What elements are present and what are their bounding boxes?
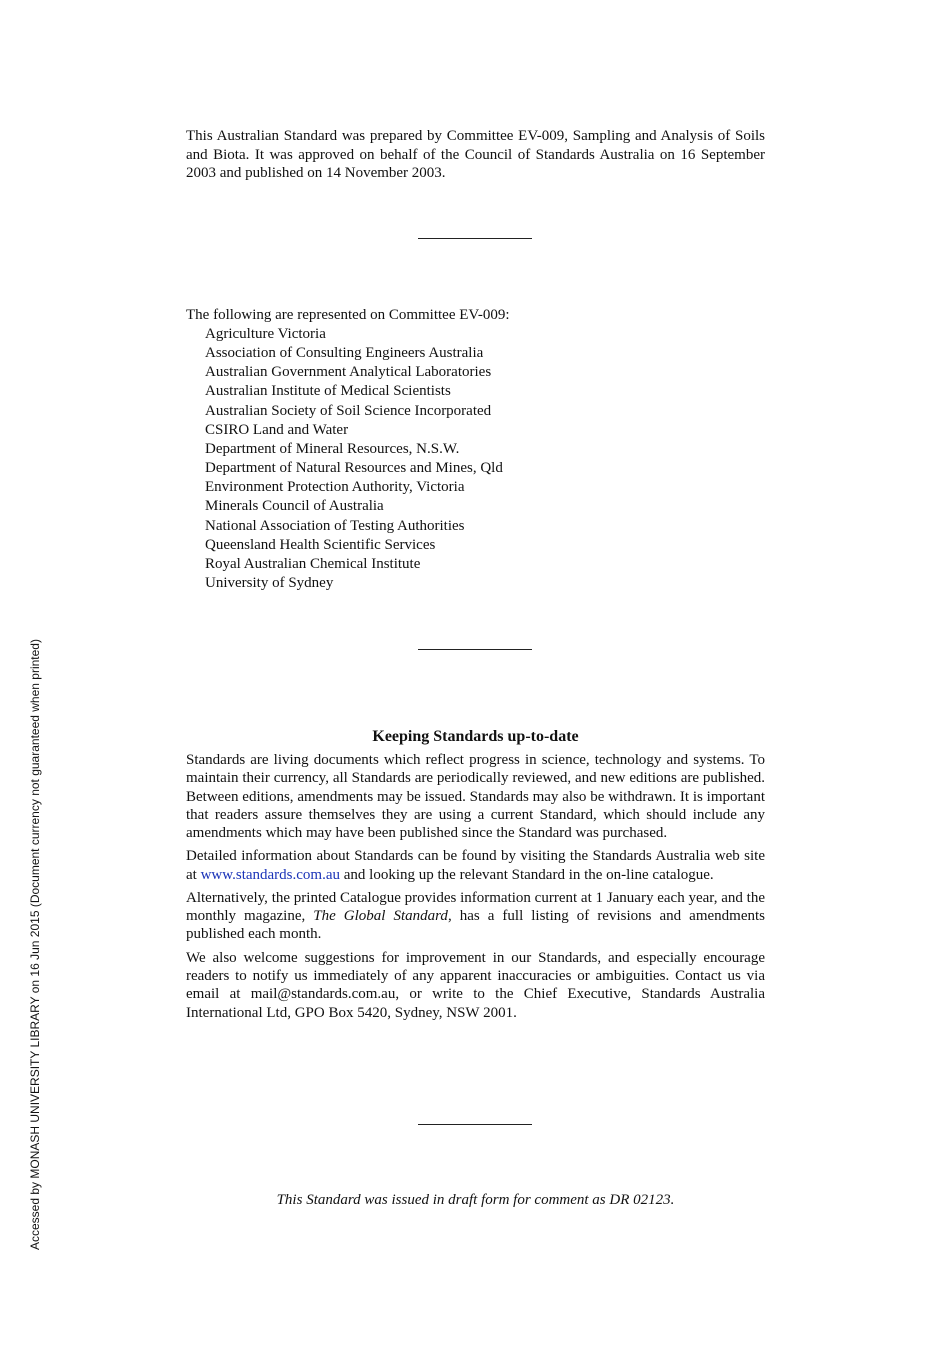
committee-member: Australian Society of Soil Science Incorporated bbox=[205, 402, 492, 419]
keeping-standards-body bbox=[186, 751, 765, 1027]
paragraph-text: and looking up the relevant Standard in the on-line catalogue. bbox=[340, 866, 714, 883]
paragraph-web-site bbox=[186, 847, 765, 884]
committee-member: University of Sydney bbox=[205, 575, 334, 592]
paragraph-text: , has a full listing of revisions and amendments published each month. bbox=[186, 908, 765, 943]
section-divider-2 bbox=[418, 649, 532, 650]
committee-member: Agriculture Victoria bbox=[205, 326, 326, 342]
paragraph-catalogue bbox=[186, 889, 765, 944]
section-divider-3 bbox=[418, 1124, 532, 1125]
committee-heading: The following are represented on Committee EV-009: bbox=[186, 307, 510, 323]
access-watermark: Accessed by MONASH UNIVERSITY LIBRARY on 16 Jun 2015 (Document currency not guaranteed when printed) bbox=[28, 639, 42, 1250]
committee-member: Australian Government Analytical Laboratories bbox=[205, 364, 492, 381]
standards-website-link[interactable]: www.standards.com.au bbox=[200, 866, 340, 883]
committee-member: Department of Mineral Resources, N.S.W. bbox=[205, 440, 460, 457]
committee-member: Queensland Health Scientific Services bbox=[205, 536, 436, 553]
section-divider-1 bbox=[418, 238, 532, 239]
draft-note: This Standard was issued in draft form for comment as DR 02123. bbox=[276, 1192, 675, 1208]
paragraph-living-documents: Standards are living documents which reflect progress in science, technology and systems. To maintain their currency, all Standards are periodically reviewed, and new editions are published. Between editions, amendments may be issued. Standards may also be withdrawn. It is important that readers assure themselves they are using a current Standard, which should include any amendments which may have been published since the Standard was purchased. bbox=[186, 752, 765, 842]
committee-member: Australian Institute of Medical Scientists bbox=[205, 383, 451, 400]
approval-statement: This Australian Standard was prepared by Committee EV-009, Sampling and Analysis of Soils and Biota. It was approved on behalf of the Council of Standards Australia on 16 September 2003 and published on 14 November 2003. bbox=[186, 128, 765, 181]
committee-member: CSIRO Land and Water bbox=[205, 421, 349, 438]
magazine-title: The Global Standard bbox=[313, 908, 448, 925]
paragraph-text: Alternatively, the printed Catalogue provides information current at 1 January each year, and the monthly magazine, bbox=[186, 889, 765, 925]
section-title-keeping-standards: Keeping Standards up-to-date bbox=[372, 728, 579, 745]
committee-member: Minerals Council of Australia bbox=[205, 498, 384, 515]
committee-member-list bbox=[205, 325, 503, 593]
committee-member: Environment Protection Authority, Victoria bbox=[205, 479, 465, 496]
paragraph-text: Detailed information about Standards can be found by visiting the Standards Australia web site at bbox=[186, 848, 765, 883]
committee-member: National Association of Testing Authorities bbox=[205, 517, 465, 534]
committee-member: Department of Natural Resources and Mines, Qld bbox=[205, 460, 503, 477]
paragraph-suggestions: We also welcome suggestions for improvement in our Standards, and especially encourage readers to notify us immediately of any apparent inaccuracies or ambiguities. Contact us via email at mail@standards.com.au, or write to the Chief Executive, Standards Australia International Ltd, GPO Box 5420, Sydney, NSW 2001. bbox=[186, 949, 765, 1021]
committee-member: Association of Consulting Engineers Australia bbox=[205, 345, 484, 362]
committee-member: Royal Australian Chemical Institute bbox=[205, 555, 421, 572]
